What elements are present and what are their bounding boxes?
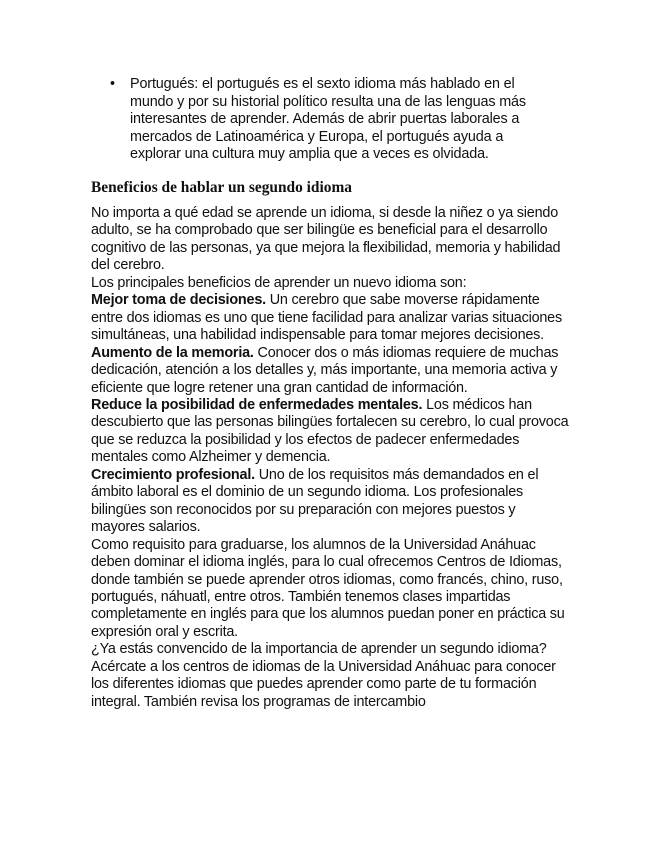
closing-paragraph: ¿Ya estás convencido de la importancia de aprender un segundo idioma? Acércate a los centros de idiomas de la Universidad Anáhuac para conocer los diferentes idiomas que puedes aprender como parte de tu formación integral. También revisa los programas de intercambio bbox=[91, 641, 556, 710]
bullet-dot-icon: • bbox=[110, 76, 115, 92]
language-bullet-list bbox=[108, 76, 538, 164]
bullet-item-portugues bbox=[108, 76, 538, 164]
benefit-text: Los médicos han descubierto que las personas bilingües fortalecen su cerebro, lo cual provoca que se reduzca la posibilidad y los efectos de padecer enfermedades mentales como Alzheimer y demencia. bbox=[91, 396, 569, 466]
benefit-title: Crecimiento profesional. bbox=[91, 466, 255, 483]
benefit-paragraph-decisions bbox=[91, 292, 569, 344]
bullet-text: Portugués: el portugués es el sexto idioma más hablado en el mundo y por su historial político resulta una de las lenguas más interesantes de aprender. Además de abrir puertas laborales a mercados de Latinoamérica y Europa, el portugués ayuda a explorar una cultura muy amplia que a veces es olvidada. bbox=[130, 76, 526, 163]
benefit-text: Conocer dos o más idiomas requiere de muchas dedicación, atención a los detalles y, más importante, una memoria activa y eficiente que logre retener una gran cantidad de información. bbox=[91, 344, 559, 396]
benefit-text: Uno de los requisitos más demandados en el ámbito laboral es el dominio de un segundo idioma. Los profesionales bilingües son reconocidos por su preparación con mejores puestos y mayores salarios. bbox=[91, 466, 539, 536]
requirement-paragraph: Como requisito para graduarse, los alumnos de la Universidad Anáhuac deben dominar el idioma inglés, para lo cual ofrecemos Centros de Idiomas, donde también se puede aprender otros idiomas, como francés, chino, ruso, portugués, náhuatl, entre otros. También tenemos clases impartidas completamente en inglés para que los alumnos puedan poner en práctica su expresión oral y escrita. bbox=[91, 536, 565, 640]
benefit-paragraph-mental-health bbox=[91, 397, 569, 467]
intro-paragraph: No importa a qué edad se aprende un idioma, si desde la niñez o ya siendo adulto, se ha comprobado que ser bilingüe es beneficial para el desarrollo cognitivo de las personas, ya que mejora la flexibilidad, memoria y habilidad del cerebro. bbox=[91, 205, 561, 274]
benefit-text: Un cerebro que sabe moverse rápidamente entre dos idiomas es uno que tiene facilidad para analizar varias situaciones simultáneas, una habilidad indispensable para tomar mejores decisiones. bbox=[91, 292, 562, 344]
benefit-title: Reduce la posibilidad de enfermedades mentales. bbox=[91, 396, 423, 413]
benefit-paragraph-career bbox=[91, 467, 569, 537]
section-body bbox=[91, 205, 569, 711]
section-heading: Beneficios de hablar un segundo idioma bbox=[91, 179, 352, 196]
lead-paragraph: Los principales beneficios de aprender un nuevo idioma son: bbox=[91, 274, 467, 291]
benefit-title: Mejor toma de decisiones. bbox=[91, 292, 266, 309]
benefit-title: Aumento de la memoria. bbox=[91, 344, 254, 361]
benefit-paragraph-memory bbox=[91, 345, 569, 397]
